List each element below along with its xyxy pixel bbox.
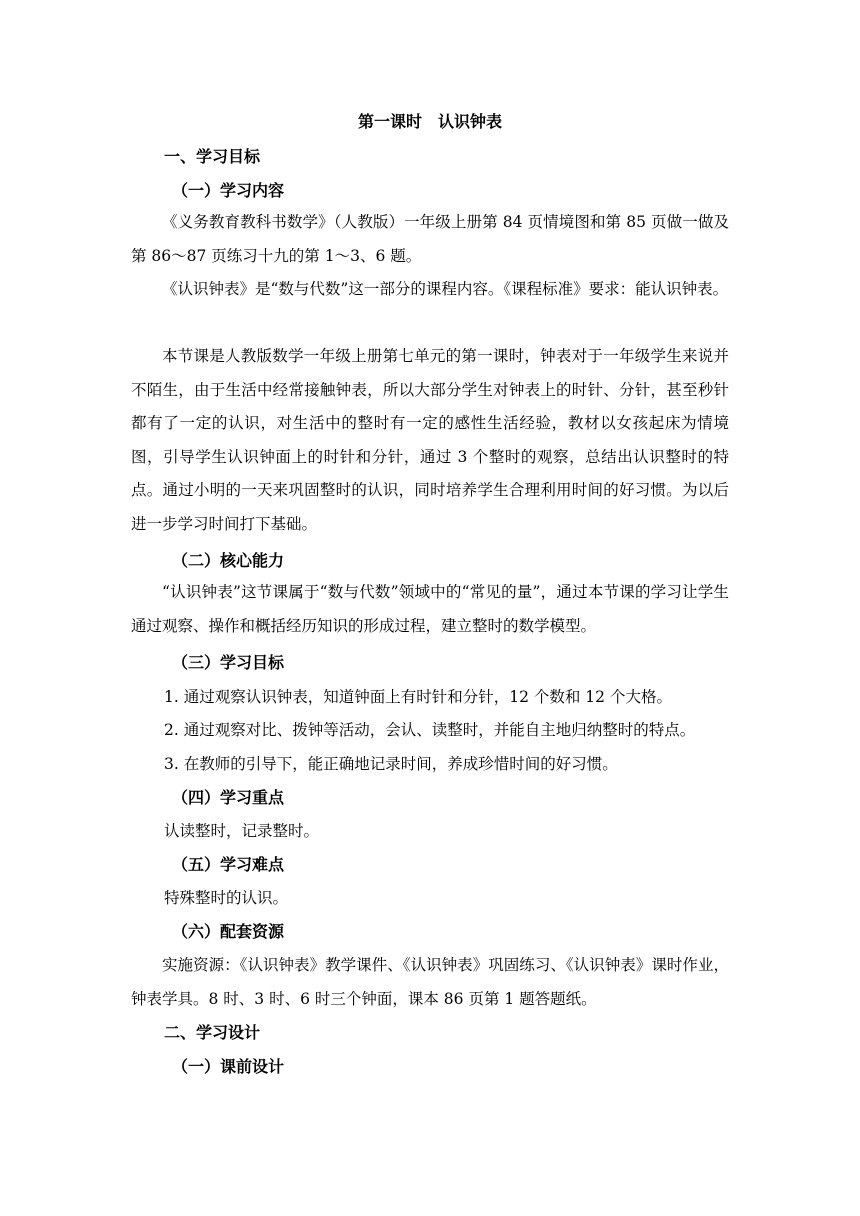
subheading-learning-content: （一）学习内容 <box>172 181 285 200</box>
subheading-key-points: （四）学习重点 <box>172 788 285 807</box>
subheading-core-ability: （二）核心能力 <box>172 551 285 570</box>
paragraph-curriculum-standard: 《认识钟表》是“数与代数”这一部分的课程内容。《课程标准》要求：能认识钟表。 <box>162 280 729 298</box>
paragraph-core-ability: “认识钟表”这节课属于“数与代数”领域中的“常见的量”，通过本节课的学习让学生通过观察、操作和概括经历知识的形成过程，建立整时的数学模型。 <box>131 583 729 635</box>
objective-item-3: 3. 在教师的引导下，能正确地记录时间，养成珍惜时间的好习惯。 <box>164 755 618 773</box>
subheading-pre-class-design: （一）课前设计 <box>172 1057 285 1076</box>
paragraph-resources: 实施资源：《认识钟表》教学课件、《认识钟表》巩固练习、《认识钟表》课时作业，钟表学具。8 时、3 时、6 时三个钟面，课本 86 页第 1 题答题纸。 <box>131 956 729 1008</box>
objective-item-2: 2. 通过观察对比、拨钟等活动，会认、读整时，并能自主地归纳整时的特点。 <box>164 721 696 739</box>
key-points-text: 认读整时，记录整时。 <box>164 822 320 840</box>
section-heading-learning-design: 二、学习设计 <box>164 1023 261 1042</box>
difficulties-text: 特殊整时的认识。 <box>164 889 289 907</box>
document-title: 第一课时 认识钟表 <box>357 112 502 131</box>
section-heading-learning-goals: 一、学习目标 <box>164 147 261 166</box>
subheading-learning-objectives: （三）学习目标 <box>172 653 285 672</box>
paragraph-textbook-pages: 《义务教育教科书数学》（人教版）一年级上册第 84 页情境图和第 85 页做一做及第 86～87 页练习十九的第 1～3、6 题。 <box>131 213 729 265</box>
paragraph-lesson-analysis: 本节课是人教版数学一年级上册第七单元的第一课时，钟表对于一年级学生来说并不陌生，由于生活中经常接触钟表，所以大部分学生对钟表上的时针、分针，甚至秒针都有了一定的认识，对生活中的整时有一定的感性生活经验，教材以女孩起床为情境图，引导学生认识钟面上的时针和分针，通过 3 个整时的观察，总结出认识整时的特点。通过小明的一天来巩固整时的认识，同时培养学生合理利用时间的好习惯。为以后进一步学习时间打下基础。 <box>131 347 729 533</box>
subheading-difficulties: （五）学习难点 <box>172 855 285 874</box>
subheading-resources: （六）配套资源 <box>172 922 285 941</box>
objective-item-1: 1. 通过观察认识钟表，知道钟面上有时针和分针，12 个数和 12 个大格。 <box>164 688 672 706</box>
